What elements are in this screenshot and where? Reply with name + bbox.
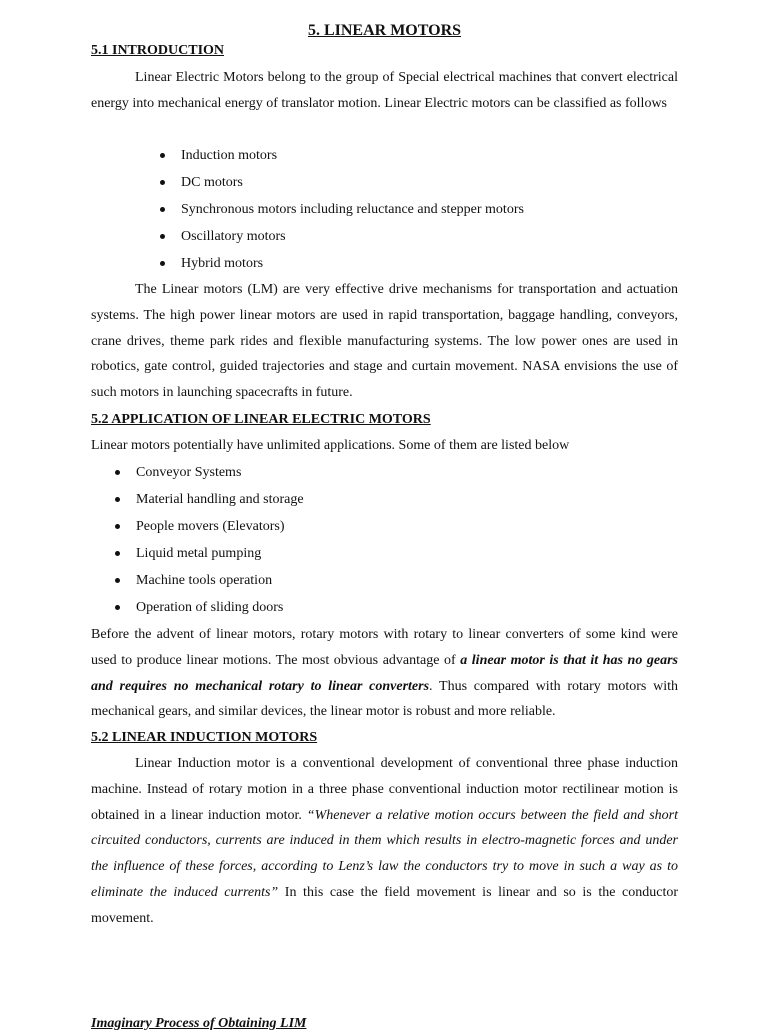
section-heading-applications: 5.2 APPLICATION OF LINEAR ELECTRIC MOTORS	[91, 412, 431, 427]
section-heading-imaginary-process: Imaginary Process of Obtaining LIM	[91, 1016, 307, 1031]
list-item: Machine tools operation	[136, 567, 304, 594]
page-title: 5. LINEAR MOTORS	[307, 22, 462, 39]
induction-paragraph	[91, 751, 678, 932]
applications-lead: Linear motors potentially have unlimited applications. Some of them are listed below	[91, 438, 570, 453]
list-item: Material handling and storage	[136, 486, 304, 513]
list-item: Operation of sliding doors	[136, 594, 304, 621]
list-item: Induction motors	[181, 142, 524, 169]
induction-quote: “Whenever a relative motion occurs between the field and short circuited conductors, currents are induced in them which results in electro-magnetic forces and under the influence of these forces, according to Lenz’s law the conductors try to move in such a way as to eliminate the induced currents”	[91, 807, 678, 900]
list-item: DC motors	[181, 169, 524, 196]
list-item: Hybrid motors	[181, 250, 524, 277]
advantage-text-end: . Thus compared with rotary motors with mechanical gears, and similar devices, the linear motor is robust and more reliable.	[91, 678, 678, 720]
section-heading-induction: 5.2 LINEAR INDUCTION MOTORS	[91, 730, 318, 745]
advantage-emphasis: a linear motor is that it has no gears and requires no mechanical rotary to linear converters	[91, 652, 678, 694]
induction-text-end: In this case the field movement is linear and so is the conductor movement.	[91, 884, 678, 926]
applications-list	[136, 459, 304, 621]
motor-types-list	[181, 142, 524, 277]
advantage-text-start: Before the advent of linear motors, rotary motors with rotary to linear converters of some kind were used to produce linear motions. The most obvious advantage of	[91, 627, 678, 668]
section-heading-introduction: 5.1 INTRODUCTION	[91, 43, 225, 58]
intro-paragraph: Linear Electric Motors belong to the group of Special electrical machines that convert electrical energy into mechanical energy of translator motion. Linear Electric motors can be classified as follows	[91, 70, 678, 111]
list-item: Liquid metal pumping	[136, 540, 304, 567]
advantage-paragraph	[91, 622, 678, 725]
list-item: People movers (Elevators)	[136, 513, 304, 540]
list-item: Conveyor Systems	[136, 459, 304, 486]
lm-uses-paragraph: The Linear motors (LM) are very effective drive mechanisms for transportation and actuation systems. The high power linear motors are used in rapid transportation, baggage handling, conveyors, crane drives, theme park rides and flexible manufacturing systems. The low power ones are used in robotics, gate control, guided trajectories and stage and curtain movement. NASA envisions the use of such motors in launching spacecrafts in future.	[91, 282, 678, 401]
list-item: Synchronous motors including reluctance and stepper motors	[181, 196, 524, 223]
list-item: Oscillatory motors	[181, 223, 524, 250]
induction-text-start: Linear Induction motor is a conventional development of conventional three phase induction machine. Instead of rotary motion in a three phase conventional induction motor rectilinear motion is obtained in a linear induction motor.	[91, 756, 678, 823]
